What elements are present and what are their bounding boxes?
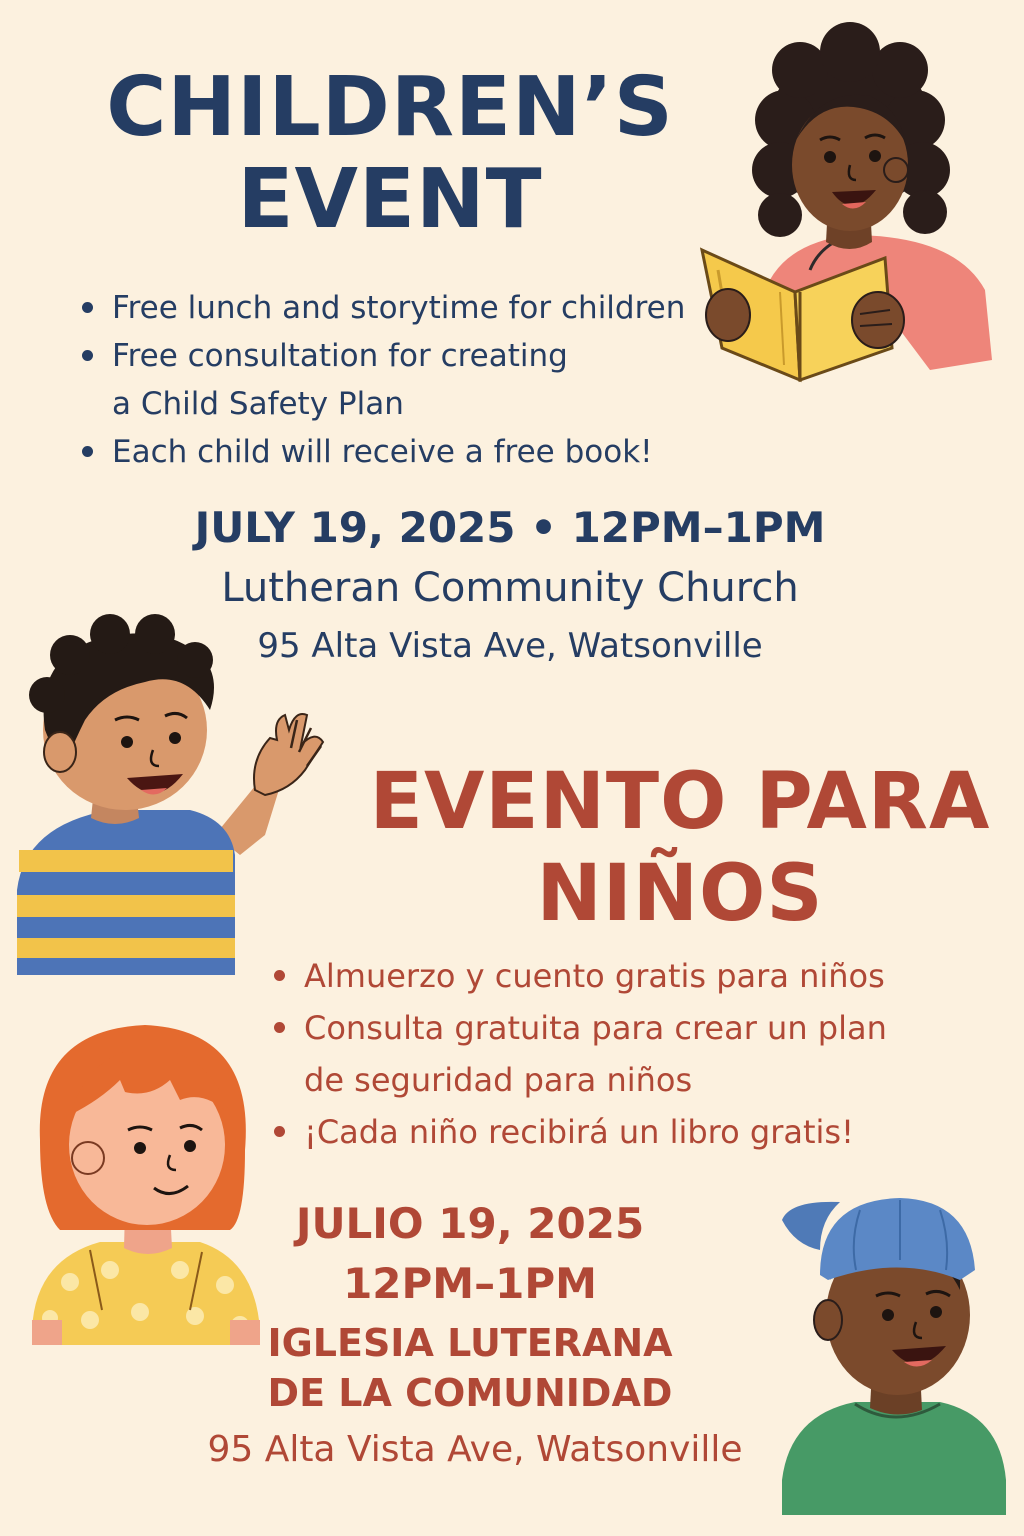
spanish-venue-line2: DE LA COMUNIDAD (267, 1371, 673, 1415)
english-date-time: JULY 19, 2025 • 12PM–1PM (194, 503, 826, 552)
spanish-date: JULIO 19, 2025 (295, 1199, 645, 1248)
spanish-bullet-item: ¡Cada niño recibirá un libro gratis! (270, 1106, 970, 1158)
spanish-time: 12PM–1PM (343, 1259, 597, 1308)
english-bullet-item: Free consultation for creating a Child Safety Plan (78, 332, 708, 428)
english-bullet-item: Each child will receive a free book! (78, 428, 708, 476)
spanish-date-time (200, 1194, 740, 1314)
english-address: 95 Alta Vista Ave, Watsonville (257, 626, 763, 666)
spanish-title-line2: NIÑOS (536, 849, 824, 939)
spanish-bullet-list (270, 950, 970, 1158)
boy-waving-illustration (15, 620, 335, 980)
english-title-line2: EVENT (237, 152, 543, 247)
spanish-title (340, 756, 1020, 940)
spanish-address: 95 Alta Vista Ave, Watsonville (207, 1429, 743, 1470)
english-bullet-item: Free lunch and storytime for children (78, 284, 708, 332)
english-title-line1: CHILDREN’S (106, 60, 674, 155)
english-venue: Lutheran Community Church (221, 565, 799, 611)
boy-with-cap-illustration (780, 1180, 1010, 1520)
english-bullet-list (78, 284, 708, 476)
red-haired-girl-illustration (30, 1020, 270, 1350)
spanish-bullet-item: Almuerzo y cuento gratis para niños (270, 950, 970, 1002)
spanish-bullet-item: Consulta gratuita para crear un plan de seguridad para niños (270, 1002, 970, 1106)
spanish-title-line1: EVENTO PARA (369, 757, 991, 847)
girl-reading-book-illustration (700, 30, 1000, 400)
spanish-venue-line1: IGLESIA LUTERANA (267, 1321, 673, 1365)
english-title (60, 62, 720, 246)
